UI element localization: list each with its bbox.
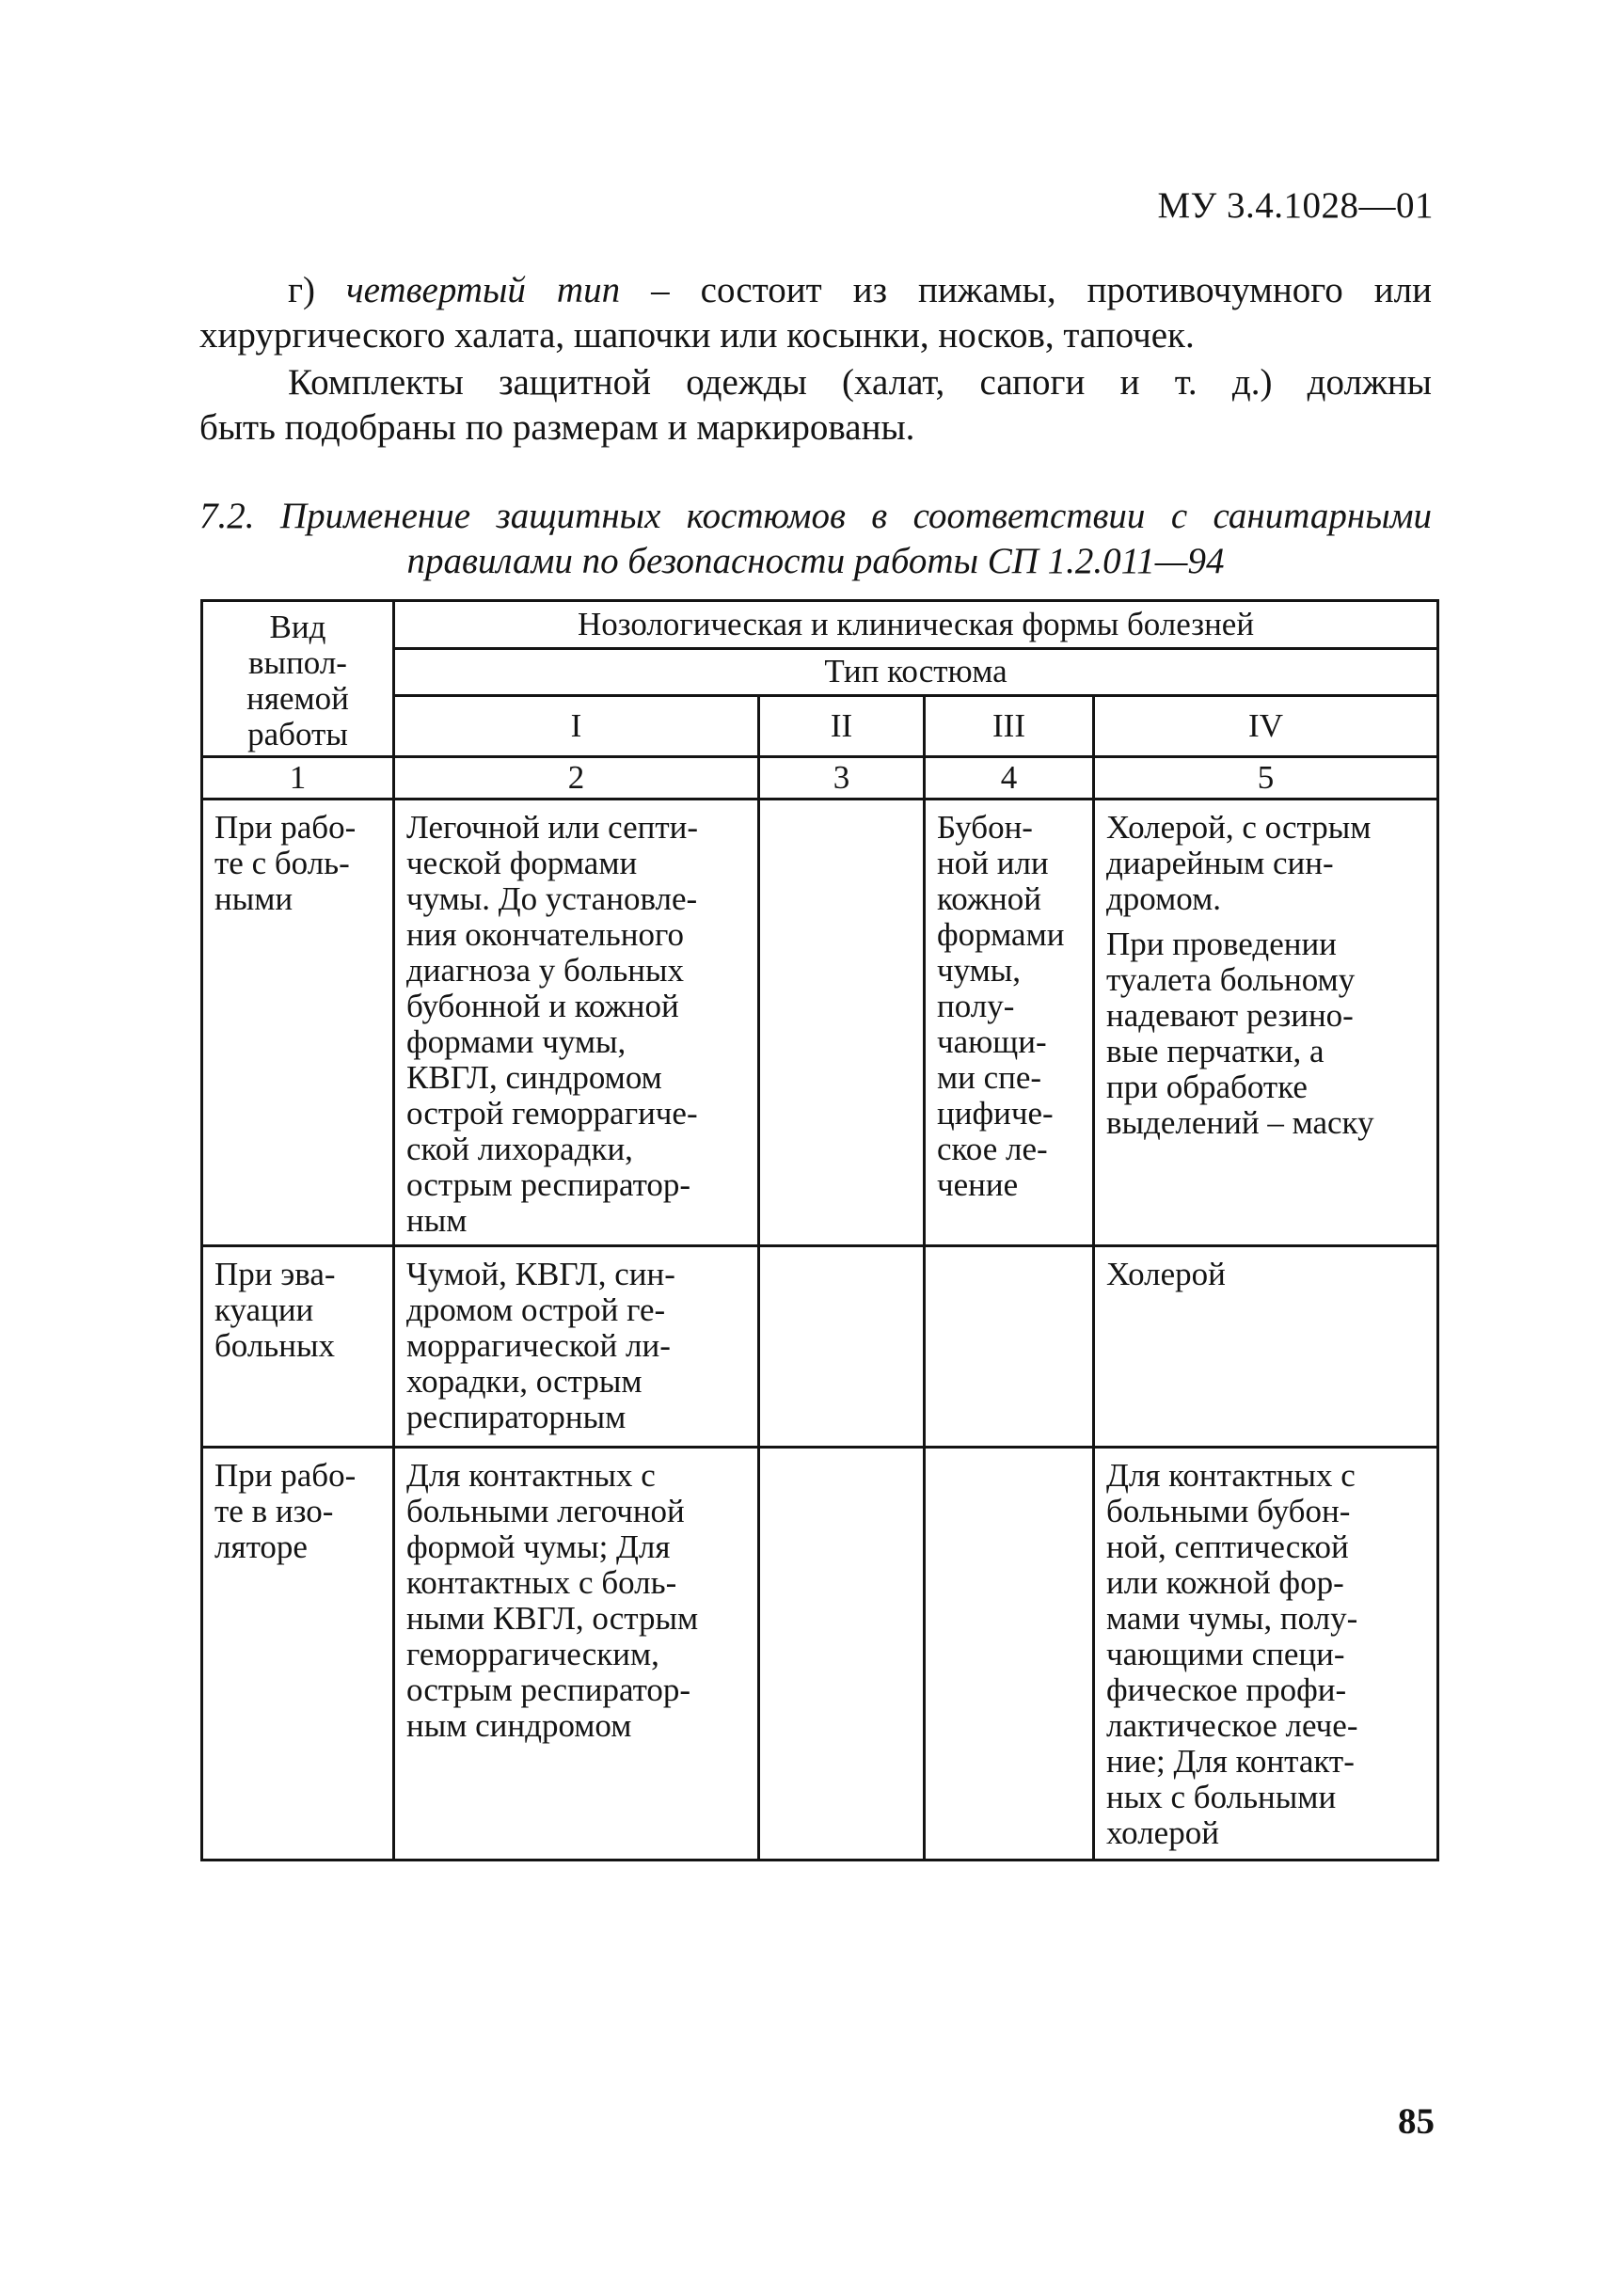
cell-type-iv-part-b bbox=[1106, 926, 1425, 1141]
paragraph-line: быть подобраны по размерам и маркированы. bbox=[199, 407, 915, 448]
cell-line: ных с больными bbox=[1106, 1779, 1337, 1815]
cell-line: Чумой, КВГЛ, син- bbox=[406, 1256, 675, 1292]
cell-line: лактическое лече- bbox=[1106, 1707, 1358, 1744]
header-line: няемой bbox=[246, 680, 349, 717]
cell-type-iv bbox=[1094, 1246, 1438, 1448]
header-doc-code: МУ 3.4.1028—01 bbox=[1157, 185, 1434, 226]
cell-line: ными bbox=[214, 880, 293, 917]
cell-line: ным bbox=[406, 1202, 468, 1239]
header-suit-type-i: I bbox=[394, 696, 759, 757]
paragraph-line: хирургического халата, шапочки или косынки, носков, тапочек. bbox=[199, 315, 1195, 356]
cell-line: Холерой, с острым bbox=[1106, 809, 1372, 846]
cell-line: острым респиратор- bbox=[406, 1671, 691, 1708]
cell-line: респираторным bbox=[406, 1399, 627, 1435]
protective-suits-table bbox=[200, 599, 1439, 1861]
cell-line: чумы. До установле- bbox=[406, 880, 698, 917]
header-disease-forms: Нозологическая и клиническая формы болезней bbox=[394, 601, 1438, 649]
cell-line: Холерой bbox=[1106, 1256, 1226, 1292]
cell-line: мами чумы, полу- bbox=[1106, 1600, 1358, 1637]
cell-line: или кожной фор- bbox=[1106, 1564, 1344, 1601]
cell-type-iv bbox=[1094, 1448, 1438, 1861]
header-suit-type: Тип костюма bbox=[394, 648, 1438, 696]
cell-line: диагноза у больных bbox=[406, 952, 685, 989]
cell-line: цифиче- bbox=[937, 1095, 1054, 1132]
cell-line: ческой формами bbox=[406, 845, 638, 881]
table-row bbox=[202, 800, 1438, 1246]
cell-line: те с боль- bbox=[214, 845, 350, 881]
cell-type-ii bbox=[759, 1448, 925, 1861]
section-title-line: 7.2. Применение защитных костюмов в соответствии с санитарными bbox=[199, 496, 1432, 536]
cell-line: При проведении bbox=[1106, 926, 1337, 962]
cell-type-i bbox=[394, 1246, 759, 1448]
paragraph-fourth-type bbox=[199, 268, 1432, 358]
header-line: Вид bbox=[269, 609, 326, 645]
column-number: 3 bbox=[759, 757, 925, 800]
cell-line: куации bbox=[214, 1291, 314, 1328]
cell-line: ние; Для контакт- bbox=[1106, 1743, 1355, 1780]
header-suit-type-ii: II bbox=[759, 696, 925, 757]
paragraph-line: Комплекты защитной одежды (халат, сапоги и т. д.) должны bbox=[288, 362, 1432, 403]
paragraph-line bbox=[199, 268, 1432, 313]
cell-line: формами чумы, bbox=[406, 1023, 627, 1060]
cell-line: формами bbox=[937, 916, 1065, 953]
emphasis-term: четвертый тип bbox=[346, 270, 621, 310]
cell-type-iii bbox=[925, 1448, 1094, 1861]
cell-line: полу- bbox=[937, 988, 1015, 1024]
table-row bbox=[202, 1246, 1438, 1448]
cell-type-iii bbox=[925, 1246, 1094, 1448]
cell-line: ское ле- bbox=[937, 1131, 1048, 1167]
cell-work-type bbox=[202, 800, 394, 1246]
list-marker: г) bbox=[288, 270, 347, 310]
cell-work-type bbox=[202, 1246, 394, 1448]
cell-line: Для контактных с bbox=[406, 1457, 656, 1494]
cell-line: те в изо- bbox=[214, 1493, 334, 1529]
cell-work-type bbox=[202, 1448, 394, 1861]
cell-line: чение bbox=[937, 1166, 1019, 1203]
cell-line: При рабо- bbox=[214, 1457, 357, 1494]
cell-line: ми спе- bbox=[937, 1059, 1042, 1096]
column-number: 4 bbox=[925, 757, 1094, 800]
cell-line: ской лихорадки, bbox=[406, 1131, 633, 1167]
cell-line: КВГЛ, синдромом bbox=[406, 1059, 662, 1096]
cell-type-iv-part-a bbox=[1106, 1458, 1425, 1851]
cell-line: надевают резино- bbox=[1106, 997, 1354, 1034]
paragraph-clothing-sets bbox=[199, 360, 1432, 451]
column-number: 1 bbox=[202, 757, 394, 800]
cell-line: При эва- bbox=[214, 1256, 336, 1292]
column-number: 2 bbox=[394, 757, 759, 800]
cell-line: контактных с боль- bbox=[406, 1564, 677, 1601]
cell-line: вые перчатки, а bbox=[1106, 1033, 1325, 1069]
paragraph-text: – состоит из пижамы, противочумного или bbox=[620, 270, 1432, 310]
cell-line: чающими специ- bbox=[1106, 1636, 1345, 1672]
cell-line: больными бубон- bbox=[1106, 1493, 1351, 1529]
cell-line: ными КВГЛ, острым bbox=[406, 1600, 699, 1637]
cell-type-i bbox=[394, 800, 759, 1246]
cell-line: выделений – маску bbox=[1106, 1104, 1374, 1141]
cell-line: кожной bbox=[937, 880, 1041, 917]
cell-line: диарейным син- bbox=[1106, 845, 1334, 881]
cell-line: больных bbox=[214, 1327, 336, 1364]
cell-type-iv-part-a bbox=[1106, 1257, 1425, 1292]
cell-line: геморрагическим, bbox=[406, 1636, 659, 1672]
cell-line: туалета больному bbox=[1106, 961, 1356, 998]
cell-line: при обработке bbox=[1106, 1069, 1308, 1105]
cell-line: острым респиратор- bbox=[406, 1166, 691, 1203]
cell-type-ii bbox=[759, 1246, 925, 1448]
table-row bbox=[202, 1448, 1438, 1861]
cell-line: ной, септической bbox=[1106, 1528, 1349, 1565]
section-title-line: правилами по безопасности работы СП 1.2.011—94 bbox=[406, 541, 1225, 581]
cell-type-iii bbox=[925, 800, 1094, 1246]
cell-type-iv-part-a bbox=[1106, 810, 1425, 917]
cell-line: больными легочной bbox=[406, 1493, 685, 1529]
cell-line: Бубон- bbox=[937, 809, 1033, 846]
cell-line: ной или bbox=[937, 845, 1049, 881]
cell-line: дромом. bbox=[1106, 880, 1222, 917]
cell-line: дромом острой ге- bbox=[406, 1291, 666, 1328]
cell-line: ляторе bbox=[214, 1528, 308, 1565]
section-title bbox=[199, 494, 1432, 584]
cell-line: ния окончательного bbox=[406, 916, 684, 953]
cell-line: чумы, bbox=[937, 952, 1022, 989]
cell-line: хорадки, острым bbox=[406, 1363, 642, 1400]
cell-line: чающи- bbox=[937, 1023, 1047, 1060]
cell-line: фическое профи- bbox=[1106, 1671, 1347, 1708]
header-line: работы bbox=[247, 716, 348, 752]
cell-line: бубонной и кожной bbox=[406, 988, 679, 1024]
cell-type-i bbox=[394, 1448, 759, 1861]
cell-type-ii bbox=[759, 800, 925, 1246]
cell-line: Для контактных с bbox=[1106, 1457, 1356, 1494]
column-number: 5 bbox=[1094, 757, 1438, 800]
cell-type-iv bbox=[1094, 800, 1438, 1246]
cell-line: ным синдромом bbox=[406, 1707, 632, 1744]
cell-line: формой чумы; Для bbox=[406, 1528, 671, 1565]
header-line: выпол- bbox=[248, 644, 347, 681]
cell-line: острой геморрагиче- bbox=[406, 1095, 698, 1132]
cell-line: При рабо- bbox=[214, 809, 357, 846]
header-work-type bbox=[202, 601, 394, 757]
header-suit-type-iv: IV bbox=[1094, 696, 1438, 757]
header-suit-type-iii: III bbox=[925, 696, 1094, 757]
page-number: 85 bbox=[1398, 2101, 1435, 2142]
cell-line: холерой bbox=[1106, 1814, 1219, 1851]
cell-line: моррагической ли- bbox=[406, 1327, 671, 1364]
cell-line: Легочной или септи- bbox=[406, 809, 699, 846]
